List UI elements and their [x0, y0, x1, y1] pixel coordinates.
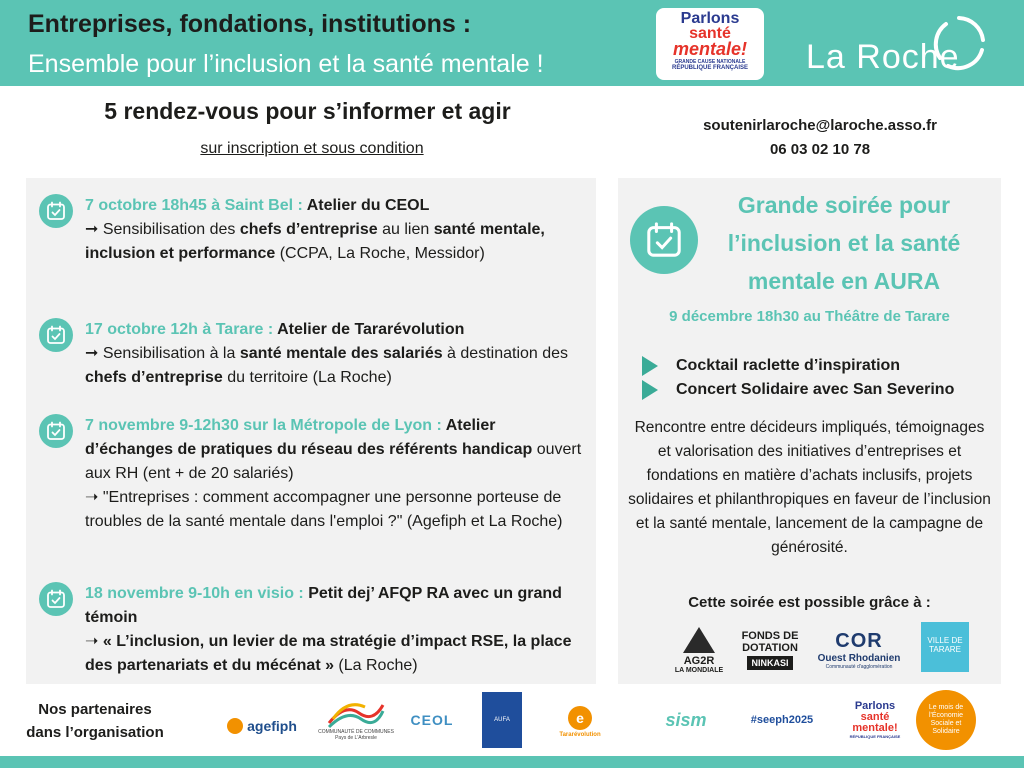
sism-logo: [644, 700, 728, 740]
calendar-icon: [630, 206, 698, 274]
fonds-dotation-ninkasi-logo: [738, 622, 802, 678]
calendar-icon: [39, 194, 73, 228]
event-description: [85, 582, 585, 678]
tararevolution-logo: [555, 700, 605, 744]
soiree-thanks: Cette soirée est possible grâce à :: [688, 594, 931, 611]
parlons-logo-line5: RÉPUBLIQUE FRANÇAISE: [671, 65, 748, 71]
parlons-small-line1: Parlons: [854, 700, 896, 712]
ceol-logo: CEOL: [410, 712, 454, 728]
event-text-bold: santé mentale, inclusion et performance: [85, 221, 545, 262]
fonds-logo-line3: NINKASI: [747, 656, 792, 670]
ouest-logo-line2: Ouest Rhodanien: [817, 653, 901, 664]
event-date: 7 octobre 18h45 à Saint Bel :: [85, 197, 307, 214]
tarare-logo-line2: TARARE: [929, 645, 961, 654]
event-text: à destination des: [442, 345, 569, 362]
event-title: Atelier du CEOL: [306, 197, 430, 214]
header-band: [0, 0, 1024, 86]
calendar-icon: [39, 318, 73, 352]
soiree-highlight: [642, 356, 900, 376]
partners-label: Nos partenaires dans l’organisation: [26, 701, 164, 741]
tararevolution-logo-text: Tararévolution: [559, 732, 601, 738]
fonds-logo-line1: FONDS DE: [741, 630, 799, 642]
seeph-logo: [736, 704, 828, 736]
event-text: "Entreprises : comment accompagner une personne porteuse de troubles de la santé mentale dans l'emploi ?" (Agefiph et La Roche): [85, 489, 563, 530]
parlons-sante-mentale-small-logo: [840, 694, 910, 746]
tarare-logo-line1: VILLE DE: [927, 636, 963, 645]
ag2r-la-mondiale-logo: [664, 622, 734, 678]
parlons-small-line2: santé mentale!: [852, 711, 898, 734]
soiree-panel: [618, 178, 1001, 684]
event-text-bold: santé mentale des salariés: [239, 345, 443, 362]
cor-logo-mark: COR: [835, 630, 883, 652]
agefiph-logo: [222, 712, 302, 740]
event-text: (La Roche): [333, 657, 418, 674]
ouest-rhodanien-logo: [812, 622, 906, 678]
soiree-highlight-text: Concert Solidaire avec San Severino: [676, 381, 955, 399]
event-text: du territoire (La Roche): [222, 369, 392, 386]
contact-phone[interactable]: 06 03 02 10 78: [769, 141, 871, 158]
ag2r-logo-line1: AG2R: [683, 654, 715, 667]
ag2r-triangle-icon: [683, 627, 715, 653]
event-description: [85, 318, 585, 390]
soiree-date: 9 décembre 18h30 au Théâtre de Tarare: [669, 308, 950, 325]
event-text: Sensibilisation des: [102, 221, 240, 238]
event-text: Sensibilisation à la: [102, 345, 240, 362]
page-title: Entreprises, fondations, institutions :: [28, 10, 472, 38]
contact-email[interactable]: soutenirlaroche@laroche.asso.fr: [703, 117, 937, 134]
arrow-icon: ➞: [85, 345, 103, 362]
la-roche-logo: La Roche: [806, 38, 960, 76]
event-text: (CCPA, La Roche, Messidor): [275, 245, 485, 262]
seeph-logo-text: #seeph2025: [750, 714, 814, 726]
parlons-logo-line3: mentale!: [672, 39, 748, 59]
pays-arbresle-logo: [314, 692, 398, 748]
event-text-bold: chefs d’entreprise: [85, 369, 223, 386]
play-arrow-icon: [642, 356, 658, 376]
play-arrow-icon: [642, 380, 658, 400]
soiree-highlight: [642, 380, 954, 400]
event-text-bold: chefs d’entreprise: [239, 221, 378, 238]
arrow-icon: ➝: [85, 633, 103, 650]
event-text-bold: « L’inclusion, un levier de ma stratégie d’impact RSE, la place des partenariats et du mécénat »: [85, 633, 572, 674]
events-panel: [26, 178, 596, 684]
parlons-small-line3: RÉPUBLIQUE FRANÇAISE: [849, 734, 901, 739]
soiree-description: Rencontre entre décideurs impliqués, témoignages et valorisation des initiatives d’entreprises et fondations en matière d’achats inclusifs, projets solidaires et philanthropiques en faveur de l’inclusion et la santé mentale, lancement de la campagne de générosité.: [628, 419, 991, 556]
calendar-icon: [39, 414, 73, 448]
arbresle-wave-icon: [325, 699, 387, 729]
event-description: [85, 194, 585, 266]
mois-ess-logo: Le mois de l'Économie Sociale et Solidaire: [916, 690, 976, 750]
contact-block: [640, 114, 1000, 162]
agefiph-logo-text: agefiph: [247, 718, 297, 734]
rendez-vous-title: 5 rendez-vous pour s’informer et agir: [104, 98, 511, 124]
ag2r-logo-line2: LA MONDIALE: [674, 666, 724, 674]
footer-band: [0, 756, 1024, 768]
soiree-title: Grande soirée pour l’inclusion et la santé mentale en AURA: [727, 192, 961, 294]
parlons-logo-line2: santé: [689, 25, 731, 42]
event-date: 18 novembre 9-10h en visio :: [85, 585, 309, 602]
soiree-highlight-text: Cocktail raclette d’inspiration: [676, 357, 901, 375]
rendez-vous-subtitle-text: sur inscription et sous condition: [200, 140, 424, 157]
event-text: ouvert aux RH (ent + de 20 salariés): [85, 441, 582, 482]
event-description: [85, 414, 585, 534]
sism-logo-text: sism: [665, 709, 707, 730]
fonds-logo-line2: DOTATION: [742, 642, 798, 654]
page-subtitle: Ensemble pour l’inclusion et la santé mentale !: [28, 50, 544, 78]
parlons-sante-mentale-logo: [656, 8, 764, 80]
parlons-logo-line4: GRANDE CAUSE NATIONALE: [674, 59, 746, 65]
event-title: Atelier de Tararévolution: [277, 321, 465, 338]
calendar-icon: [39, 582, 73, 616]
event-title: Petit dej’ AFQP RA avec un grand témoin: [85, 585, 562, 626]
event-date: 7 novembre 9-12h30 sur la Métropole de Lyon :: [85, 417, 446, 434]
event-title: Atelier d’échanges de pratiques du réseau des référents handicap: [85, 417, 533, 458]
rendez-vous-subtitle: [30, 140, 594, 158]
agefiph-dot-icon: [227, 718, 243, 734]
arrow-icon: ➞: [85, 221, 103, 238]
event-date: 17 octobre 12h à Tarare :: [85, 321, 278, 338]
arbresle-logo-text: COMMUNAUTÉ DE COMMUNES Pays de L'Arbresle: [318, 729, 394, 741]
tararevolution-icon: e: [568, 706, 592, 730]
arrow-icon: ➝: [85, 489, 103, 506]
parlons-logo-line1: Parlons: [680, 10, 740, 27]
aufa-logo: AUFA: [482, 692, 522, 748]
ville-de-tarare-logo: [921, 622, 969, 672]
event-text: au lien: [377, 221, 434, 238]
ouest-logo-line3: Communauté d'agglomération: [825, 664, 893, 670]
